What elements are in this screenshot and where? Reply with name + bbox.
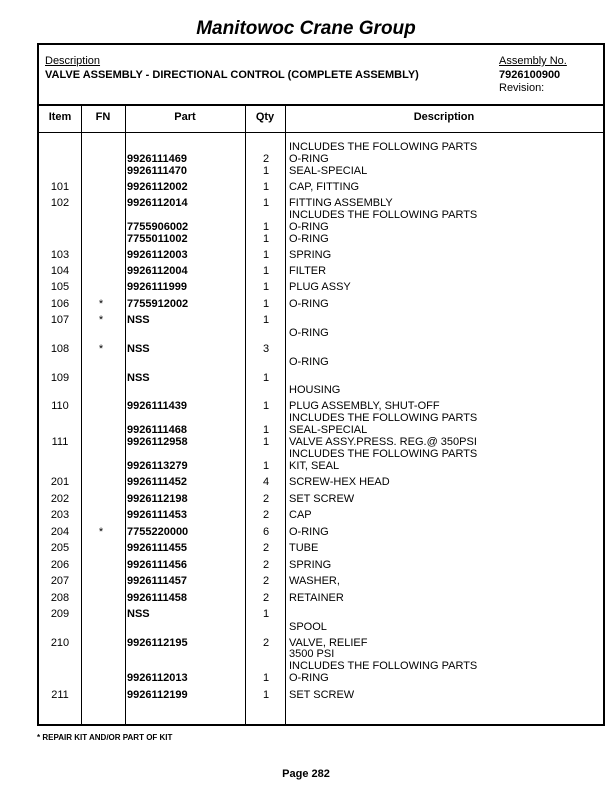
row-part: NSS bbox=[127, 343, 150, 355]
row-qty: 1 bbox=[262, 436, 270, 448]
row-qty: 2 bbox=[262, 637, 270, 649]
parts-table-frame bbox=[37, 43, 605, 726]
row-part: 9926111456 bbox=[127, 559, 187, 571]
row-item: 207 bbox=[50, 575, 70, 587]
row-qty: 1 bbox=[262, 281, 270, 293]
row-item: 103 bbox=[50, 249, 70, 261]
row-part: 9926112014 bbox=[127, 197, 188, 209]
row-description: SPRING bbox=[289, 249, 332, 261]
row-qty: 2 bbox=[262, 592, 270, 604]
page-number: Page 282 bbox=[282, 768, 330, 780]
row-item: 201 bbox=[50, 476, 70, 488]
row-item: 211 bbox=[51, 689, 69, 701]
row-item: 202 bbox=[50, 493, 70, 505]
row-qty: 1 bbox=[262, 197, 270, 209]
column-divider bbox=[81, 104, 82, 724]
row-qty: 2 bbox=[262, 153, 270, 165]
row-item: 104 bbox=[50, 265, 70, 277]
row-item: 210 bbox=[50, 637, 70, 649]
row-part: 9926111455 bbox=[127, 542, 187, 554]
row-description: INCLUDES THE FOLLOWING PARTS bbox=[289, 209, 478, 221]
revision-label: Revision: bbox=[499, 82, 545, 94]
row-description: INCLUDES THE FOLLOWING PARTS bbox=[289, 412, 478, 424]
col-description-header: Description bbox=[413, 111, 475, 123]
row-description: VALVE ASSY.PRESS. REG.@ 350PSI bbox=[289, 436, 477, 448]
row-description: CAP, FITTING bbox=[289, 181, 360, 193]
row-description: O-RING bbox=[289, 672, 329, 684]
row-description: KIT, SEAL bbox=[289, 460, 340, 472]
footnote: * REPAIR KIT AND/OR PART OF KIT bbox=[37, 733, 173, 742]
row-description: INCLUDES THE FOLLOWING PARTS bbox=[289, 660, 478, 672]
row-item: 102 bbox=[50, 197, 70, 209]
row-qty: 2 bbox=[262, 509, 270, 521]
row-part: NSS bbox=[127, 372, 150, 384]
row-part: 9926112013 bbox=[127, 672, 188, 684]
row-qty: 1 bbox=[262, 181, 270, 193]
row-qty: 1 bbox=[262, 221, 270, 233]
row-qty: 1 bbox=[262, 608, 270, 620]
row-qty: 1 bbox=[262, 165, 270, 177]
row-description: TUBE bbox=[289, 542, 319, 554]
row-qty: 1 bbox=[262, 265, 270, 277]
row-qty: 1 bbox=[262, 249, 270, 261]
row-item: 107 bbox=[50, 314, 70, 326]
row-qty: 2 bbox=[262, 542, 270, 554]
assembly-header bbox=[39, 45, 603, 106]
row-qty: 1 bbox=[262, 400, 270, 412]
row-description: FITTING ASSEMBLY bbox=[289, 197, 393, 209]
row-item: 206 bbox=[50, 559, 70, 571]
description-value: VALVE ASSEMBLY - DIRECTIONAL CONTROL (COMPLETE ASSEMBLY) bbox=[45, 69, 419, 81]
row-description: RETAINER bbox=[289, 592, 344, 604]
row-part: 9926113279 bbox=[127, 460, 188, 472]
row-item: 110 bbox=[51, 400, 69, 412]
row-fn: * bbox=[98, 343, 104, 355]
row-item: 108 bbox=[50, 343, 70, 355]
row-item: 106 bbox=[50, 298, 70, 310]
row-part: 9926112004 bbox=[127, 265, 188, 277]
row-part: 7755011002 bbox=[127, 233, 188, 245]
col-qty-header: Qty bbox=[255, 111, 275, 123]
row-item: 209 bbox=[50, 608, 70, 620]
row-qty: 1 bbox=[262, 298, 270, 310]
row-qty: 2 bbox=[262, 575, 270, 587]
row-description: SEAL-SPECIAL bbox=[289, 424, 368, 436]
row-qty: 2 bbox=[262, 493, 270, 505]
row-qty: 2 bbox=[262, 559, 270, 571]
row-qty: 1 bbox=[262, 672, 270, 684]
row-item: 111 bbox=[51, 436, 69, 448]
row-item: 109 bbox=[50, 372, 70, 384]
row-qty: 3 bbox=[262, 343, 270, 355]
row-description: O-RING bbox=[289, 327, 329, 339]
row-item: 208 bbox=[50, 592, 70, 604]
row-part: 9926111458 bbox=[127, 592, 187, 604]
row-description: O-RING bbox=[289, 356, 329, 368]
row-qty: 1 bbox=[262, 689, 270, 701]
row-description: SET SCREW bbox=[289, 689, 355, 701]
row-part: NSS bbox=[127, 608, 150, 620]
row-qty: 1 bbox=[262, 460, 270, 472]
row-qty: 1 bbox=[262, 233, 270, 245]
row-fn: * bbox=[98, 314, 104, 326]
row-description: 3500 PSI bbox=[289, 648, 335, 660]
row-description: PLUG ASSY bbox=[289, 281, 351, 293]
col-part-header: Part bbox=[174, 111, 196, 123]
page-title: Manitowoc Crane Group bbox=[196, 18, 416, 39]
row-description: SCREW-HEX HEAD bbox=[289, 476, 390, 488]
row-description: O-RING bbox=[289, 221, 329, 233]
col-item-header: Item bbox=[48, 111, 72, 123]
row-description: WASHER, bbox=[289, 575, 340, 587]
row-description: O-RING bbox=[289, 526, 329, 538]
row-description: HOUSING bbox=[289, 384, 341, 396]
row-part: NSS bbox=[127, 314, 150, 326]
row-description: INCLUDES THE FOLLOWING PARTS bbox=[289, 448, 478, 460]
row-qty: 6 bbox=[262, 526, 270, 538]
row-part: 9926111468 bbox=[127, 424, 187, 436]
row-part: 9926112958 bbox=[127, 436, 188, 448]
row-qty: 4 bbox=[262, 476, 270, 488]
row-description: SET SCREW bbox=[289, 493, 355, 505]
row-fn: * bbox=[98, 526, 104, 538]
row-item: 105 bbox=[50, 281, 70, 293]
row-part: 9926112002 bbox=[127, 181, 188, 193]
row-qty: 1 bbox=[262, 314, 270, 326]
row-description: FILTER bbox=[289, 265, 327, 277]
row-item: 101 bbox=[50, 181, 70, 193]
row-part: 9926112003 bbox=[127, 249, 188, 261]
row-fn: * bbox=[98, 298, 104, 310]
row-item: 203 bbox=[50, 509, 70, 521]
row-description: O-RING bbox=[289, 298, 329, 310]
row-part: 7755912002 bbox=[127, 298, 189, 310]
row-part: 9926111999 bbox=[127, 281, 187, 293]
row-part: 9926112199 bbox=[127, 689, 188, 701]
row-description: VALVE, RELIEF bbox=[289, 637, 368, 649]
row-part: 9926111439 bbox=[127, 400, 187, 412]
row-description: CAP bbox=[289, 509, 312, 521]
row-description: SPRING bbox=[289, 559, 332, 571]
row-description: O-RING bbox=[289, 233, 329, 245]
row-part: 7755220000 bbox=[127, 526, 189, 538]
row-qty: 1 bbox=[262, 424, 270, 436]
row-part: 9926111452 bbox=[127, 476, 187, 488]
row-item: 204 bbox=[50, 526, 70, 538]
row-description: INCLUDES THE FOLLOWING PARTS bbox=[289, 141, 478, 153]
column-header-row bbox=[39, 104, 603, 133]
row-part: 9926111453 bbox=[127, 509, 187, 521]
row-description: SPOOL bbox=[289, 621, 327, 633]
row-item: 205 bbox=[50, 542, 70, 554]
assembly-value: 7926100900 bbox=[499, 69, 561, 81]
row-part: 9926111457 bbox=[127, 575, 187, 587]
row-part: 9926112198 bbox=[127, 493, 188, 505]
row-part: 9926111469 bbox=[127, 153, 187, 165]
col-fn-header: FN bbox=[95, 111, 111, 123]
row-part: 7755906002 bbox=[127, 221, 189, 233]
assembly-label: Assembly No. bbox=[499, 55, 567, 67]
row-description: SEAL-SPECIAL bbox=[289, 165, 368, 177]
row-qty: 1 bbox=[262, 372, 270, 384]
row-description: O-RING bbox=[289, 153, 329, 165]
row-description: PLUG ASSEMBLY, SHUT-OFF bbox=[289, 400, 440, 412]
description-label: Description bbox=[45, 55, 101, 67]
row-part: 9926112195 bbox=[127, 637, 188, 649]
row-part: 9926111470 bbox=[127, 165, 187, 177]
column-divider bbox=[125, 104, 126, 724]
